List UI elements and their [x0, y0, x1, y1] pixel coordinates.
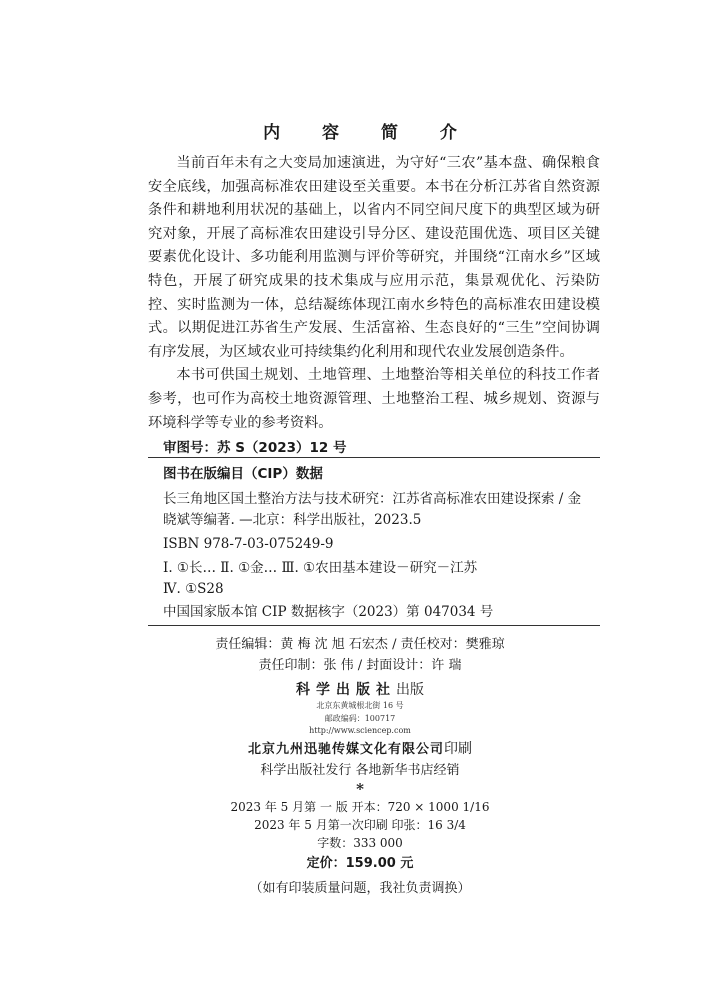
edition-line: 2023 年 5 月第 一 版 开本：720 × 1000 1/16 — [230, 800, 490, 814]
divider — [148, 457, 600, 458]
cip-isbn: ISBN 978-7-03-075249-9 — [163, 536, 334, 552]
publisher-address: 北京东黄城根北街 16 号 — [316, 701, 404, 710]
summary-section — [148, 152, 600, 435]
printer-suffix: 印刷 — [444, 741, 472, 757]
cip-class-line: Ⅳ. ①S28 — [163, 581, 224, 597]
printer-line — [0, 738, 720, 758]
price: 定价：159.00 元 — [306, 856, 414, 871]
printing-line: 2023 年 5 月第一次印刷 印张：16 3/4 — [254, 818, 466, 832]
cip-record — [163, 489, 600, 531]
divider — [148, 625, 600, 626]
cip-class-line: Ⅰ. ①长… Ⅱ. ①金… Ⅲ. ①农田基本建设－研究－江苏 — [163, 560, 478, 576]
cip-record-line: 晓斌等编著. —北京：科学出版社，2023.5 — [163, 512, 422, 528]
production-credits: 责任印制：张 伟 / 封面设计：许 瑞 — [258, 658, 462, 673]
distribution-line: 科学出版社发行 各地新华书店经销 — [260, 763, 460, 778]
publisher-suffix: 出版 — [396, 682, 424, 698]
separator-star: * — [356, 780, 364, 798]
quality-notice: （如有印装质量问题，我社负责调换） — [249, 881, 471, 896]
page-title: 内 容 简 介 — [263, 123, 475, 143]
approval-number: 审图号：苏 S（2023）12 号 — [163, 440, 347, 456]
cip-record-line: 长三角地区国土整治方法与技术研究：江苏省高标准农田建设探索 / 金 — [163, 491, 582, 507]
printer-name: 北京九州迅驰传媒文化有限公司 — [247, 742, 444, 757]
cip-data-number: 中国国家版本馆 CIP 数据核字（2023）第 047034 号 — [163, 604, 494, 620]
publisher-logo: 科学出版社 — [296, 682, 396, 698]
publisher-line — [0, 679, 720, 699]
cip-heading: 图书在版编目（CIP）数据 — [163, 466, 323, 482]
editor-credits: 责任编辑：黄 梅 沈 旭 石宏杰 / 责任校对：樊雅琼 — [215, 637, 505, 652]
summary-paragraph: 当前百年未有之大变局加速演进，为守好“三农”基本盘、确保粮食安全底线，加强高标准农田建设至关重要。本书在分析江苏省自然资源条件和耕地利用状况的基础上，以省内不同空间尺度下的典型区域为研究对象，开展了高标准农田建设引导分区、建设范围优选、项目区关键要素优化设计、多功能利用监测与评价等研究，并围绕“江南水乡”区域特色，开展了研究成果的技术集成与应用示范，集景观优化、污染防控、实时监测为一体，总结凝练体现江南水乡特色的高标准农田建设模式。以期促进江苏省生产发展、生活富裕、生态良好的“三生”空间协调有序发展，为区域农业可持续集约化利用和现代农业发展创造条件。 — [148, 155, 600, 360]
summary-paragraph: 本书可供国土规划、土地管理、土地整治等相关单位的科技工作者参考，也可作为高校土地资源管理、土地整治工程、城乡规划、资源与环境科学等专业的参考资料。 — [148, 367, 600, 431]
publisher-postcode: 邮政编码：100717 — [324, 714, 396, 723]
word-count: 字数：333 000 — [317, 836, 403, 850]
cip-classification — [163, 558, 600, 600]
publisher-website: http://www.sciencep.com — [309, 726, 411, 735]
